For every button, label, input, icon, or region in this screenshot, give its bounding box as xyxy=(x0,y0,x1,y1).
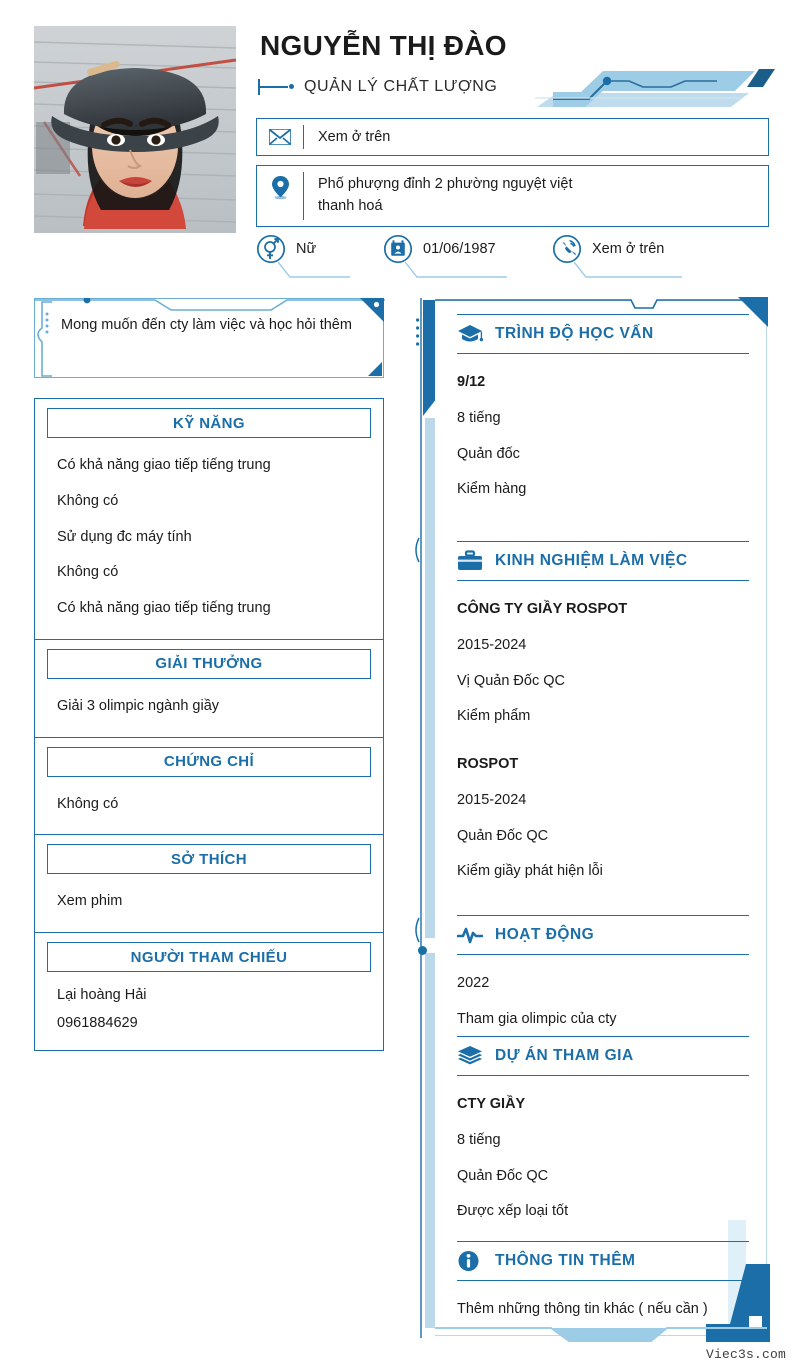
job-title: QUẢN LÝ CHẤT LƯỢNG xyxy=(304,78,498,96)
section-header-certificates xyxy=(47,747,371,777)
spacer xyxy=(457,735,749,747)
objective-text: Mong muốn đến cty làm việc và học hỏi thêm xyxy=(61,317,352,333)
right-column xyxy=(415,298,767,1338)
entry-line: Tham gia olimpic của cty xyxy=(457,1010,617,1027)
section-body-education xyxy=(457,356,749,516)
map-pin-icon xyxy=(257,166,303,226)
spine-dot-decoration xyxy=(418,946,427,955)
briefcase-icon xyxy=(457,550,483,572)
cv-header xyxy=(0,0,800,290)
section-header-skills xyxy=(47,408,371,438)
list-item: Không có xyxy=(57,492,119,509)
section-activities xyxy=(435,915,767,1046)
phone-icon xyxy=(552,234,582,264)
meta-phone xyxy=(552,234,664,264)
section-header-awards xyxy=(47,649,371,679)
section-hobbies xyxy=(35,834,383,932)
entry-heading: CÔNG TY GIẦY ROSPOT xyxy=(457,601,628,617)
section-body-awards xyxy=(35,679,383,737)
section-title: NGƯỜI THAM CHIẾU xyxy=(130,948,288,966)
avatar xyxy=(34,26,236,233)
section-header-hobbies xyxy=(47,844,371,874)
title-dash-decoration xyxy=(260,86,288,88)
list-item: Xem phim xyxy=(57,893,123,910)
layers-icon xyxy=(457,1045,483,1067)
info-circle-icon xyxy=(457,1250,483,1272)
dob-value: 01/06/1987 xyxy=(423,241,496,257)
page-title: NGUYỄN THỊ ĐÀO xyxy=(260,30,507,61)
address-line-1: Phố phượng đỉnh 2 phường nguyệt việt xyxy=(318,176,573,192)
list-item: Lại hoàng Hải xyxy=(57,987,147,1003)
section-body-experience xyxy=(457,583,749,898)
left-sections-frame xyxy=(34,398,384,1051)
objective-left-bracket-decoration xyxy=(34,298,56,380)
objective-top-notch-decoration xyxy=(35,298,385,312)
section-header-activities xyxy=(457,915,749,955)
section-references xyxy=(35,932,383,1050)
objective-card xyxy=(34,298,384,378)
contact-address-row[interactable] xyxy=(256,165,769,227)
section-title: THÔNG TIN THÊM xyxy=(495,1252,636,1269)
section-header-additional-info xyxy=(457,1241,749,1281)
section-body-references xyxy=(35,972,383,1050)
section-body-projects xyxy=(457,1078,749,1238)
section-title: SỞ THÍCH xyxy=(171,850,247,868)
right-top-notch-decoration xyxy=(435,297,767,313)
envelope-icon xyxy=(257,119,303,155)
footer-watermark: Viec3s.com xyxy=(705,1347,786,1362)
entry-line: Thêm những thông tin khác ( nếu cần ) xyxy=(457,1301,708,1317)
gender-icon xyxy=(256,234,286,264)
section-header-projects xyxy=(457,1036,749,1076)
meta-tail-decoration xyxy=(278,262,350,280)
objective-corner-small-decoration xyxy=(368,362,382,376)
entry-line: Kiểm hàng xyxy=(457,481,527,498)
entry-heading: CTY GIẦY xyxy=(457,1096,526,1112)
list-item: 0961884629 xyxy=(57,1014,138,1031)
list-item: Sử dụng đc máy tính xyxy=(57,528,192,545)
meta-gender xyxy=(256,234,316,264)
section-title: HOẠT ĐỘNG xyxy=(495,926,595,943)
email-value: Xem ở trên xyxy=(318,128,391,145)
entry-line: Kiểm giầy phát hiện lỗi xyxy=(457,863,603,880)
section-title: CHỨNG CHỈ xyxy=(163,753,255,770)
objective-corner-decoration xyxy=(360,298,384,322)
entry-line: Quản đốc xyxy=(457,445,520,462)
section-projects xyxy=(435,1036,767,1238)
left-column xyxy=(34,298,384,1051)
list-item: Không có xyxy=(57,564,119,581)
calendar-icon xyxy=(383,234,413,264)
section-body-additional-info xyxy=(457,1283,749,1336)
entry-line: Quản Đốc QC xyxy=(457,1167,549,1184)
meta-tail-decoration xyxy=(405,262,507,280)
right-spine-decoration xyxy=(415,298,437,1338)
meta-row xyxy=(256,234,776,286)
entry-line: Quản Đốc QC xyxy=(457,827,549,844)
section-title: KINH NGHIỆM LÀM VIỆC xyxy=(495,552,688,569)
entry-line: 2015-2024 xyxy=(457,791,527,808)
contact-email-row[interactable] xyxy=(256,118,769,156)
entry-line: Kiểm phẩm xyxy=(457,708,531,725)
phone-value: Xem ở trên xyxy=(592,241,665,257)
section-body-certificates xyxy=(35,777,383,835)
section-title: TRÌNH ĐỘ HỌC VẤN xyxy=(495,325,654,342)
address-value xyxy=(304,166,573,218)
section-certificates xyxy=(35,737,383,835)
meta-dob xyxy=(383,234,496,264)
section-header-references xyxy=(47,942,371,972)
list-item: Có khả năng giao tiếp tiếng trung xyxy=(57,600,271,616)
section-body-skills xyxy=(35,438,383,639)
section-header-education xyxy=(457,314,749,354)
entry-line: 8 tiếng xyxy=(457,409,501,426)
section-header-experience xyxy=(457,541,749,581)
section-skills xyxy=(35,408,383,639)
entry-line: 2022 xyxy=(457,975,490,991)
section-title: KỸ NĂNG xyxy=(173,414,245,432)
section-title: GIẢI THƯỞNG xyxy=(155,655,263,673)
graduation-cap-icon xyxy=(457,323,483,345)
entry-line: Được xếp loại tốt xyxy=(457,1203,569,1220)
section-body-hobbies xyxy=(35,874,383,932)
section-body-activities xyxy=(457,957,749,1046)
section-education xyxy=(435,314,767,516)
section-title: DỰ ÁN THAM GIA xyxy=(495,1047,634,1064)
section-experience xyxy=(435,541,767,898)
meta-tail-decoration xyxy=(574,262,682,280)
address-line-2: thanh hoá xyxy=(318,198,383,215)
entry-heading: 9/12 xyxy=(457,374,486,390)
entry-line: Vị Quản Đốc QC xyxy=(457,672,565,689)
entry-line: 2015-2024 xyxy=(457,636,527,653)
activity-pulse-icon xyxy=(457,924,483,946)
entry-line: 8 tiếng xyxy=(457,1131,501,1148)
list-item: Có khả năng giao tiếp tiếng trung xyxy=(57,457,271,473)
list-item: Giải 3 olimpic ngành giầy xyxy=(57,697,220,714)
section-additional-info xyxy=(435,1241,767,1336)
list-item: Không có xyxy=(57,795,119,812)
entry-heading: ROSPOT xyxy=(457,756,519,772)
section-awards xyxy=(35,639,383,737)
header-chart-decoration xyxy=(535,63,777,111)
gender-value: Nữ xyxy=(296,241,317,257)
